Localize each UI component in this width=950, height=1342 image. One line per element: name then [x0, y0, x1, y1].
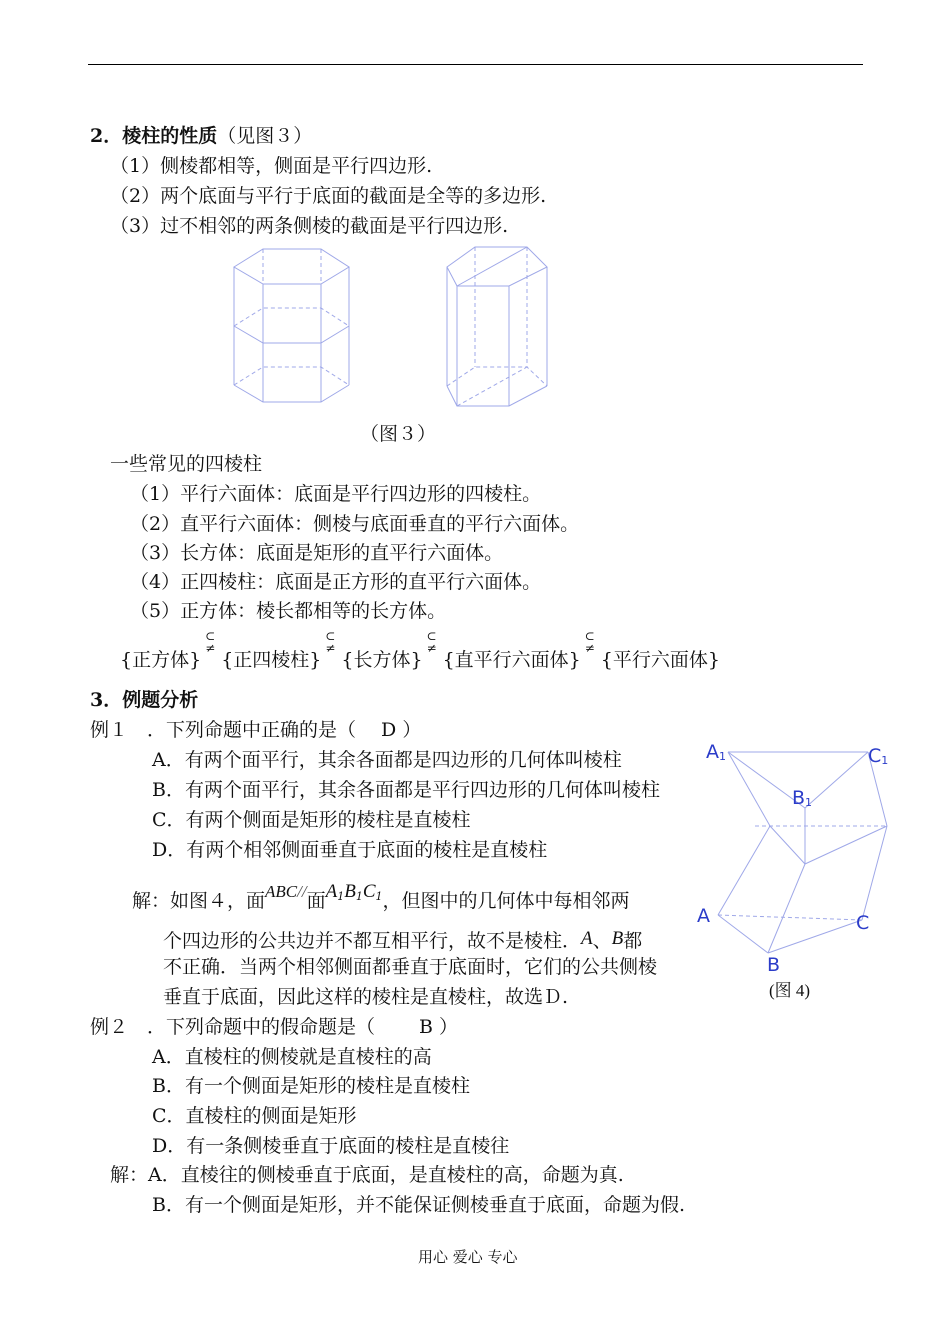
- solution-text: 都: [623, 930, 643, 952]
- left-prism-bottom-hidden: [234, 367, 349, 385]
- fig4-edge: [805, 752, 868, 808]
- section2-item-1: （1）侧棱都相等，侧面是平行四边形.: [110, 155, 433, 177]
- example-1-option-d: D．有两个相邻侧面垂直于底面的棱柱是直棱柱: [152, 839, 548, 861]
- example-1-solution-line-2: [163, 929, 642, 951]
- example-2-option-d: D．有一条侧棱垂直于底面的棱柱是直棱往: [152, 1135, 510, 1157]
- right-prism-top: [447, 247, 547, 286]
- example-1-stem: 例１ ．下列命题中正确的是（ D ）: [90, 719, 422, 741]
- example-2-solution-a: 解：A．直棱往的侧棱垂直于底面，是直棱柱的高，命题为真.: [110, 1164, 624, 1186]
- section2-heading-text: 2．棱柱的性质: [90, 125, 218, 147]
- fig4-edge: [728, 752, 770, 826]
- example-1-option-a: A．有两个面平行，其余各面都是四边形的几何体叫棱柱: [152, 749, 622, 771]
- chain-term: {正方体}: [120, 649, 202, 671]
- plane-abc: ABC: [265, 882, 298, 901]
- common-item-2: （2）直平行六面体：侧棱与底面垂直的平行六面体。: [130, 513, 580, 535]
- plane-a1b1c1: A1B1C1: [325, 881, 383, 903]
- label-b: B: [767, 954, 781, 976]
- fig4-edge: [770, 826, 805, 864]
- section2-item-3: （3）过不相邻的两条侧棱的截面是平行四边形.: [110, 215, 509, 237]
- label-c: C: [856, 912, 870, 934]
- proper-subset-symbol: ⊂ ≠: [584, 629, 595, 655]
- proper-subset-symbol: ⊂ ≠: [325, 629, 336, 655]
- label-c1: $C_1$: [868, 745, 889, 767]
- example-2-option-b: B．有一个侧面是矩形的棱柱是直棱柱: [152, 1075, 470, 1097]
- common-prisms-title: 一些常见的四棱柱: [110, 453, 263, 475]
- label-b1: $B_1$: [792, 787, 813, 809]
- option-a-ref: A: [581, 928, 593, 949]
- solution-text: 面: [306, 890, 326, 912]
- section3-heading: 3．例题分析: [90, 689, 199, 711]
- common-item-1: （1）平行六面体：底面是平行四边形的四棱柱。: [130, 483, 542, 505]
- solution-text: 、: [592, 930, 612, 952]
- example-1-solution-line-1: [132, 882, 630, 911]
- right-prism-bottom-hidden: [447, 367, 547, 386]
- chain-term: {正四棱柱}: [221, 649, 322, 671]
- solution-text: 个四边形的公共边并不都互相平行，故不是棱柱．: [163, 930, 582, 952]
- chain-term: {平行六面体}: [600, 649, 720, 671]
- subset-chain: [120, 629, 720, 671]
- right-prism-bottom: [447, 386, 547, 406]
- fig4-edge: [862, 826, 887, 920]
- left-prism-section: [234, 326, 349, 343]
- option-b-ref: B: [611, 928, 624, 949]
- left-prism-top: [234, 249, 349, 284]
- example-1-solution-line-4: 垂直于底面，因此这样的棱柱是直棱柱，故选Ｄ.: [163, 986, 569, 1008]
- fig4-edge: [768, 920, 862, 953]
- chain-term: {直平行六面体}: [442, 649, 581, 671]
- proper-subset-symbol: ⊂ ≠: [426, 629, 437, 655]
- chain-term: {长方体}: [341, 649, 423, 671]
- common-item-5: （5）正方体：棱长都相等的长方体。: [130, 600, 447, 622]
- label-a1: $A_1$: [706, 741, 726, 763]
- figure-4-caption: (图 4): [769, 981, 811, 1000]
- example-2-option-a: A．直棱柱的侧棱就是直棱柱的高: [152, 1046, 432, 1068]
- solution-text: 解：如图４，面: [132, 890, 266, 912]
- example-1-option-c: C．有两个侧面是矩形的棱柱是直棱柱: [152, 809, 471, 831]
- section2-item-2: （2）两个底面与平行于底面的截面是全等的多边形.: [110, 185, 547, 207]
- section2-heading: [90, 127, 312, 146]
- label-a: A: [697, 905, 710, 927]
- section2-heading-note: （见图３）: [217, 125, 313, 147]
- common-item-3: （3）长方体：底面是矩形的直平行六面体。: [130, 542, 504, 564]
- page-footer: 用心 爱心 专心: [418, 1248, 518, 1266]
- figure-3-prisms: [225, 240, 555, 412]
- solution-text: ，但图中的几何体中每相邻两: [382, 890, 630, 912]
- header-rule: [88, 64, 863, 65]
- figure-4-solid: [700, 740, 900, 970]
- proper-subset-symbol: ⊂ ≠: [205, 629, 216, 655]
- left-prism-bottom: [234, 385, 349, 402]
- example-2-stem: 例２ ．下列命题中的假命题是（ B ）: [90, 1016, 459, 1038]
- right-prism-bottom-diagonal: [457, 367, 527, 406]
- example-1-option-b: B．有两个面平行，其余各面都是平行四边形的几何体叫棱柱: [152, 779, 660, 801]
- common-item-4: （4）正四棱柱：底面是正方形的直平行六面体。: [130, 571, 542, 593]
- fig4-edge: [768, 864, 805, 953]
- fig4-edge: [718, 915, 768, 953]
- example-2-solution-b: B．有一个侧面是矩形，并不能保证侧棱垂直于底面，命题为假.: [152, 1194, 686, 1216]
- figure-3-caption: （图３）: [360, 423, 437, 445]
- example-1-solution-line-3: 不正确．当两个相邻侧面都垂直于底面时，它们的公共侧棱: [163, 956, 658, 978]
- fig4-edge: [805, 826, 887, 864]
- example-2-option-c: C．直棱柱的侧面是矩形: [152, 1105, 357, 1127]
- fig4-edge: [718, 826, 770, 915]
- parallel-symbol: //: [297, 882, 307, 901]
- left-prism-section-hidden: [234, 308, 349, 326]
- fig4-hidden-edge: [718, 915, 862, 920]
